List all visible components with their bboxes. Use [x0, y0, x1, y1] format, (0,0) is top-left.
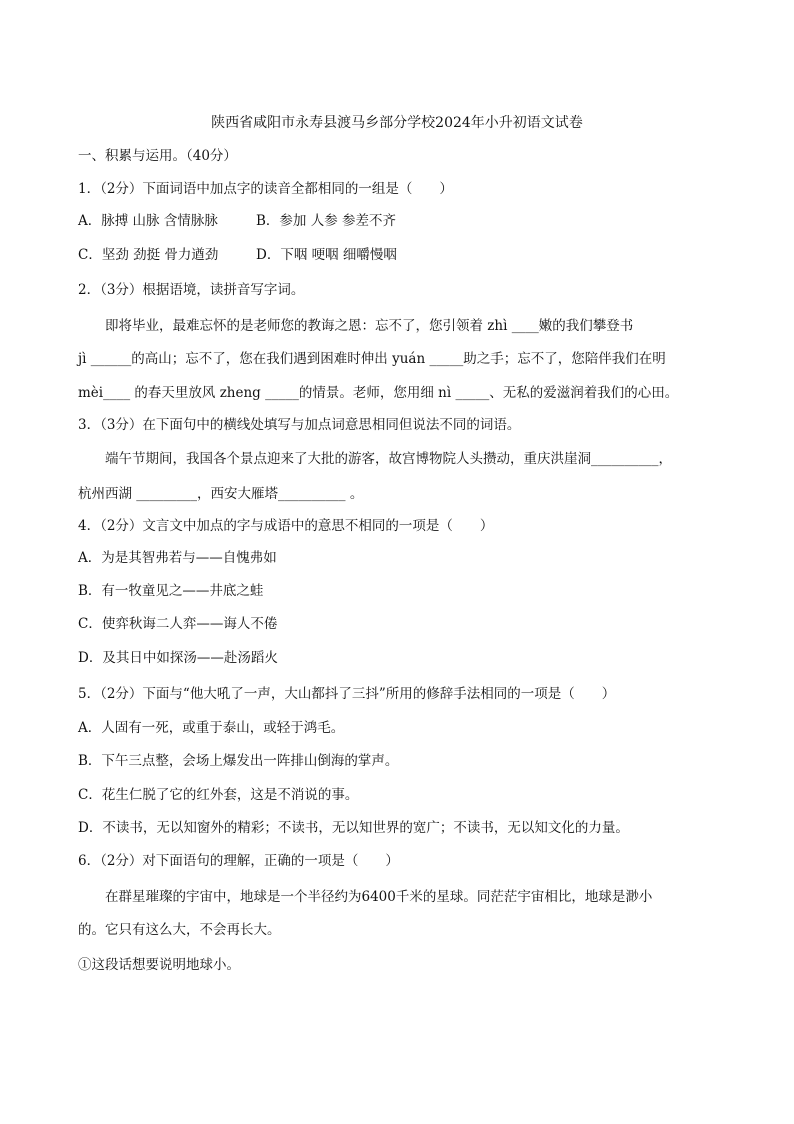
section-heading: 一、积累与运用。（40分）: [78, 148, 237, 164]
question-4-option-a: A．为是其智弗若与——自愧弗如: [78, 550, 277, 566]
question-5-option-a: A．人固有一死，或重于泰山，或轻于鸿毛。: [78, 720, 345, 736]
question-5-option-c: C．花生仁脱了它的红外套，这是不消说的事。: [78, 787, 359, 803]
question-1-option-b: B．参加 人参 参差不齐: [256, 213, 397, 229]
question-6-passage-line: 在群星璀璨的宇宙中，地球是一个半径约为6400千米的星球。同茫茫宇宙相比，地球是渺小: [105, 889, 653, 905]
question-1-option-c: C．坚劲 劲挺 骨力遒劲: [78, 247, 219, 263]
question-1-option-d: D．下咽 哽咽 细嚼慢咽: [256, 247, 397, 263]
question-2-passage-line: jì ______的高山；忘不了，您在我们遇到困难时伸出 yuán _____助之手；忘不了，您陪伴我们在明: [78, 351, 666, 367]
question-5-stem: 5．（2分）下面与“他大吼了一声，大山都抖了三抖”所用的修辞手法相同的一项是（ ）: [78, 686, 616, 702]
question-1-stem: 1．（2分）下面词语中加点字的读音全都相同的一组是（ ）: [78, 181, 453, 197]
question-5-option-b: B．下午三点整，会场上爆发出一阵排山倒海的掌声。: [78, 753, 399, 769]
question-4-option-c: C．使弈秋诲二人弈——诲人不倦: [78, 616, 278, 632]
question-2-passage-line: mèi____ 的春天里放风 zheng _____的情景。老师，您用细 nì _____、无私的爱滋润着我们的心田。: [78, 385, 679, 401]
question-5-option-d: D．不读书，无以知窗外的精彩；不读书，无以知世界的宽广；不读书，无以知文化的力量。: [78, 820, 629, 836]
question-4-option-d: D．及其日中如探汤——赴汤蹈火: [78, 650, 278, 666]
question-4-stem: 4．（2分）文言文中加点的字与成语中的意思不相同的一项是（ ）: [78, 518, 494, 534]
question-6-passage-line: 的。它只有这么大，不会再长大。: [78, 922, 281, 938]
question-6-stem: 6．（2分）对下面语句的理解，正确的一项是（ ）: [78, 853, 399, 869]
question-3-passage-line: 杭州西湖 _________，西安大雁塔__________ 。: [78, 486, 364, 502]
question-2-passage-line: 即将毕业，最难忘怀的是老师您的教诲之恩：忘不了，您引领着 zhì ____嫩的我们攀登书: [105, 318, 634, 334]
question-2-stem: 2．（3分）根据语境，读拼音写字词。: [78, 282, 305, 298]
question-3-passage-line: 端午节期间，我国各个景点迎来了大批的游客，故宫博物院人头攒动，重庆洪崖洞__________，: [105, 451, 672, 467]
question-1-option-a: A．脉搏 山脉 含情脉脉: [78, 213, 218, 229]
question-6-statement: ①这段话想要说明地球小。: [78, 957, 240, 973]
question-4-option-b: B．有一牧童见之——井底之蛙: [78, 583, 264, 599]
question-3-stem: 3．（3分）在下面句中的横线处填写与加点词意思相同但说法不同的词语。: [78, 417, 521, 433]
page-title: 陕西省咸阳市永寿县渡马乡部分学校2024年小升初语文试卷: [211, 115, 583, 131]
